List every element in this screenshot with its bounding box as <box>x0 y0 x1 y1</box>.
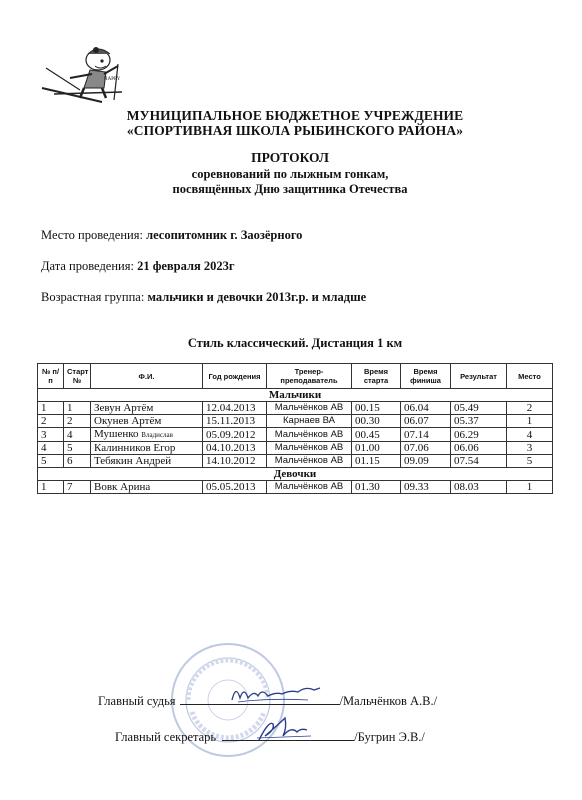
cell-result: 05.37 <box>451 415 507 428</box>
cell-name <box>91 415 203 428</box>
cell-start-number: 1 <box>64 402 91 415</box>
cell-place: 4 <box>507 428 553 442</box>
cell-start-time: 00.15 <box>352 402 401 415</box>
cell-start-number: 5 <box>64 442 91 455</box>
cell-result: 05.49 <box>451 402 507 415</box>
cell-name <box>91 402 203 415</box>
cell-coach: Мальчёнков АВ <box>267 428 352 442</box>
age-group-label: Возрастная группа: <box>41 290 148 304</box>
cell-name <box>91 481 203 494</box>
cell-start-number: 7 <box>64 481 91 494</box>
chief-judge-label: Главный судья <box>98 694 176 708</box>
chief-secretary-label: Главный секретарь <box>115 730 217 744</box>
cell-number: 3 <box>38 428 64 442</box>
date-label: Дата проведения: <box>41 259 138 273</box>
cell-number: 1 <box>38 402 64 415</box>
athlete-name: Вовк Арина <box>94 481 151 493</box>
header-name: Ф.И. <box>91 364 203 389</box>
cell-coach: Мальчёнков АВ <box>267 442 352 455</box>
cell-start-time: 00.30 <box>352 415 401 428</box>
cell-place: 3 <box>507 442 553 455</box>
athlete-name: Мушенко <box>94 428 142 440</box>
group-row-boys <box>38 389 553 402</box>
cell-number: 5 <box>38 455 64 468</box>
group-label: Мальчики <box>38 389 553 402</box>
cell-finish-time: 06.04 <box>401 402 451 415</box>
header-finish-time: Время финиша <box>401 364 451 389</box>
cell-birth-date: 14.10.2012 <box>203 455 267 468</box>
athlete-name: Тебякин Андрей <box>94 455 172 467</box>
athlete-name: Зевун Артём <box>94 402 154 414</box>
cell-birth-date: 15.11.2013 <box>203 415 267 428</box>
cell-place: 1 <box>507 481 553 494</box>
cell-start-time: 01.30 <box>352 481 401 494</box>
cell-birth-date: 05.09.2012 <box>203 428 267 442</box>
cell-finish-time: 07.14 <box>401 428 451 442</box>
cell-name <box>91 442 203 455</box>
svg-text:HAPPY: HAPPY <box>104 77 121 82</box>
place-value: лесопитомник г. Заозёрного <box>146 228 303 242</box>
date-line <box>41 259 235 274</box>
age-group-value: мальчики и девочки 2013г.р. и младше <box>147 290 367 304</box>
cell-start-time: 01.15 <box>352 455 401 468</box>
header-number: № п/п <box>38 364 64 389</box>
cell-number: 2 <box>38 415 64 428</box>
cell-finish-time: 07.06 <box>401 442 451 455</box>
cell-place: 2 <box>507 402 553 415</box>
cell-place: 5 <box>507 455 553 468</box>
header-result: Результат <box>451 364 507 389</box>
cell-result: 06.29 <box>451 428 507 442</box>
age-group-line <box>41 290 366 305</box>
table-row <box>38 442 553 455</box>
cell-start-number: 4 <box>64 428 91 442</box>
protocol-title: ПРОТОКОЛ <box>251 150 329 165</box>
secretary-signature <box>255 714 315 744</box>
table-header-row <box>38 364 553 389</box>
cell-finish-time: 06.07 <box>401 415 451 428</box>
athlete-first-name: Владислав <box>141 431 173 439</box>
cell-start-time: 01.00 <box>352 442 401 455</box>
cell-birth-date: 05.05.2013 <box>203 481 267 494</box>
cell-start-number: 2 <box>64 415 91 428</box>
place-label: Место проведения: <box>41 228 147 242</box>
cell-birth-date: 04.10.2013 <box>203 442 267 455</box>
table-row <box>38 402 553 415</box>
cell-place: 1 <box>507 415 553 428</box>
place-line <box>41 228 302 243</box>
style-distance-title: Стиль классический. Дистанция 1 км <box>187 336 403 350</box>
cell-number: 1 <box>38 481 64 494</box>
org-line-1: МУНИЦИПАЛЬНОЕ БЮДЖЕТНОЕ УЧРЕЖДЕНИЕ <box>126 108 464 123</box>
cell-finish-time: 09.09 <box>401 455 451 468</box>
athlete-name: Калинников Егор <box>94 442 176 454</box>
cell-result: 08.03 <box>451 481 507 494</box>
org-line-2: «СПОРТИВНАЯ ШКОЛА РЫБИНСКОГО РАЙОНА» <box>126 123 464 138</box>
table-row <box>38 481 553 494</box>
header-coach: Тренер- преподаватель <box>267 364 352 389</box>
protocol-subtitle-1: соревнований по лыжным гонкам, <box>191 167 389 181</box>
protocol-heading <box>90 150 490 197</box>
group-label: Девочки <box>38 468 553 481</box>
skier-logo <box>40 44 130 106</box>
athlete-name: Окунев Артём <box>94 415 162 427</box>
cell-result: 06.06 <box>451 442 507 455</box>
header-start-time: Время старта <box>352 364 401 389</box>
group-row-girls <box>38 468 553 481</box>
header-place: Место <box>507 364 553 389</box>
cell-coach: Мальчёнков АВ <box>267 402 352 415</box>
cell-start-time: 00.45 <box>352 428 401 442</box>
chief-judge-name: /Мальчёнков А.В./ <box>339 694 438 708</box>
table-row <box>38 428 553 442</box>
cell-coach: Мальчёнков АВ <box>267 481 352 494</box>
table-row <box>38 415 553 428</box>
cell-coach: Мальчёнков АВ <box>267 455 352 468</box>
header-start-number: Старт № <box>64 364 91 389</box>
cell-name <box>91 428 203 442</box>
cell-birth-date: 12.04.2013 <box>203 402 267 415</box>
cell-number: 4 <box>38 442 64 455</box>
chief-secretary-name: /Бугрин Э.В./ <box>354 730 425 744</box>
results-table <box>37 363 553 494</box>
date-value: 21 февраля 2023г <box>137 259 235 273</box>
cell-name <box>91 455 203 468</box>
cell-result: 07.54 <box>451 455 507 468</box>
table-row <box>38 455 553 468</box>
cell-start-number: 6 <box>64 455 91 468</box>
organization-name <box>100 108 490 138</box>
protocol-subtitle-2: посвящённых Дню защитника Отечества <box>172 182 408 196</box>
cell-coach: Карнаев ВА <box>267 415 352 428</box>
header-birth-date: Год рождения <box>203 364 267 389</box>
cell-finish-time: 09.33 <box>401 481 451 494</box>
judge-signature <box>228 680 323 706</box>
